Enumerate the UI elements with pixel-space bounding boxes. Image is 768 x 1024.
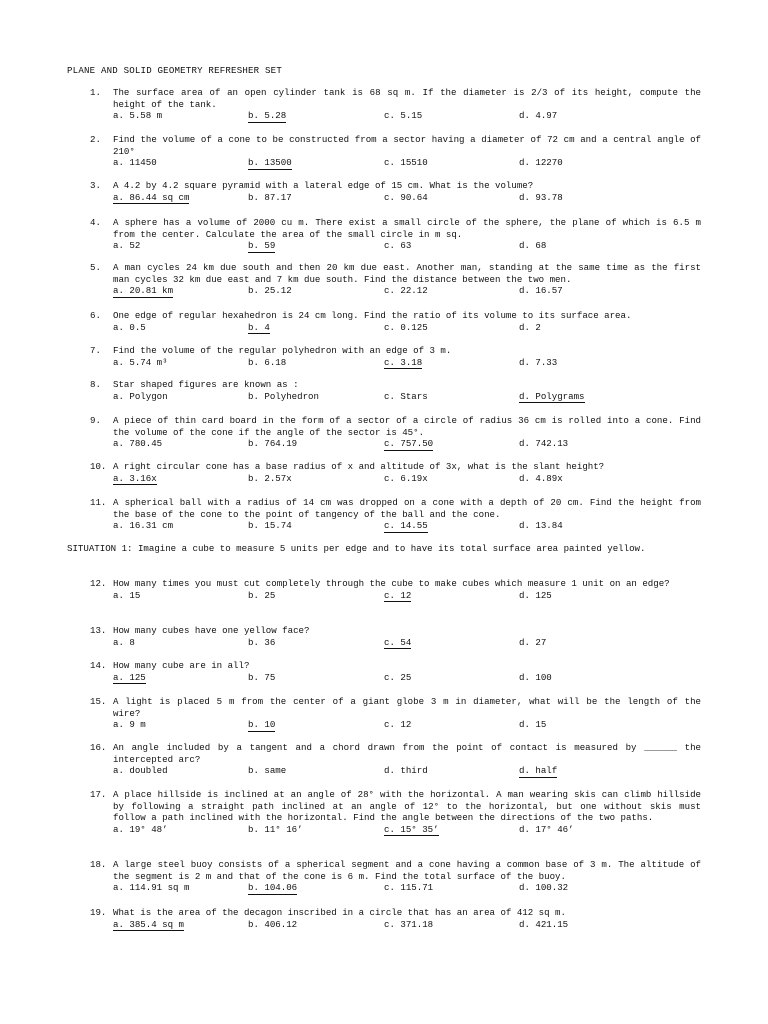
question-18: [90, 859, 701, 894]
choice: c. 371.18: [384, 918, 434, 930]
question-8: [90, 379, 701, 402]
question-3: [90, 180, 701, 203]
question-9: [90, 415, 701, 450]
question-text: A 4.2 by 4.2 square pyramid with a lateral edge of 15 cm. What is the volume?: [113, 180, 534, 191]
choice: b. 6.18: [248, 356, 287, 368]
choice: d. 742.13: [519, 438, 569, 450]
answer-choice: a. 125: [113, 671, 146, 683]
answer-choice: c. 14.55: [384, 520, 428, 532]
choice: d. 12270: [519, 157, 563, 169]
choice: a. 15: [113, 589, 141, 601]
choice: d. 421.15: [519, 918, 569, 930]
choice: d. 125: [519, 589, 552, 601]
answer-choice: d. Polygrams: [519, 390, 585, 402]
choice: a. 9 m: [113, 719, 146, 731]
answer-choice: c. 12: [384, 589, 412, 601]
choice: a. doubled: [113, 765, 168, 777]
choices-row: [113, 882, 701, 894]
choice: c. 5.15: [384, 110, 423, 122]
choice: d. 15: [519, 719, 547, 731]
choices-row: [113, 520, 701, 532]
choices-row: [113, 719, 701, 731]
choice: a. 11450: [113, 157, 157, 169]
question-text: How many cubes have one yellow face?: [113, 625, 310, 636]
question-1: [90, 87, 701, 122]
answer-choice: b. 13500: [248, 157, 292, 169]
question-number: 7.: [90, 345, 101, 356]
answer-choice: c. 757.50: [384, 438, 434, 450]
choice: d. 27: [519, 636, 547, 648]
choice: d. 2: [519, 321, 541, 333]
choice: b. same: [248, 765, 287, 777]
question-number: 12.: [90, 578, 107, 589]
answer-choice: b. 4: [248, 321, 270, 333]
question-number: 9.: [90, 415, 101, 426]
choice: c. 15510: [384, 157, 428, 169]
choices-row: [113, 672, 701, 684]
question-7: [90, 345, 701, 368]
question-number: 2.: [90, 134, 101, 145]
choice: d. 93.78: [519, 191, 563, 203]
choice: d. 16.57: [519, 285, 563, 297]
choice: c. 90.64: [384, 191, 428, 203]
choice: b. Polyhedron: [248, 390, 319, 402]
choices-row: [113, 357, 701, 369]
choices-row: [113, 765, 701, 777]
question-number: 15.: [90, 696, 107, 707]
question-14: [90, 660, 701, 683]
choice: d. 68: [519, 240, 547, 252]
choices-row: [113, 438, 701, 450]
question-number: 17.: [90, 789, 107, 800]
question-text: A large steel buoy consists of a spherical segment and a cone having a common base of 3 m. The altitude of the segment is 2 m and that of the cone is 6 m. Find the total surface of the buoy.: [113, 859, 701, 882]
answer-choice: c. 54: [384, 636, 412, 648]
choice: a. 5.74 m³: [113, 356, 168, 368]
choice: d. 100: [519, 671, 552, 683]
choice: d. 7.33: [519, 356, 558, 368]
choice: b. 764.19: [248, 438, 298, 450]
question-number: 1.: [90, 87, 101, 98]
choice: d. 4.97: [519, 110, 558, 122]
question-19: [90, 907, 701, 930]
question-text: What is the area of the decagon inscribed in a circle that has an area of 412 sq m.: [113, 907, 566, 918]
answer-choice: a. 86.44 sq cm: [113, 191, 190, 203]
question-number: 6.: [90, 310, 101, 321]
question-4: [90, 217, 701, 252]
choices-row: [113, 285, 701, 297]
question-text: A place hillside is inclined at an angle of 28° with the horizontal. A man wearing skis can climb hillside by following a straight path inclined at an angle of 12° to the horizontal, but one without skis must follow a path inclined with the horizontal. Find the angle between the directions of the two paths.: [113, 789, 701, 824]
question-number: 8.: [90, 379, 101, 390]
answer-choice: a. 385.4 sq m: [113, 918, 184, 930]
choice: a. 780.45: [113, 438, 163, 450]
choice: a. 5.58 m: [113, 110, 163, 122]
question-text: A sphere has a volume of 2000 cu m. There exist a small circle of the sphere, the plane of which is 6.5 m from the center. Calculate the area of the small circle in m sq.: [113, 217, 701, 240]
answer-choice: c. 3.18: [384, 356, 423, 368]
choices-row: [113, 391, 701, 403]
answer-choice: b. 5.28: [248, 110, 287, 122]
choice: c. 22.12: [384, 285, 428, 297]
answer-choice: a. 3.16x: [113, 472, 157, 484]
question-13: [90, 625, 701, 648]
question-text: How many times you must cut completely through the cube to make cubes which measure 1 unit on an edge?: [113, 578, 670, 589]
choices-row: [113, 637, 701, 649]
question-number: 4.: [90, 217, 101, 228]
choice: b. 25.12: [248, 285, 292, 297]
answer-choice: d. half: [519, 765, 558, 777]
choices-row: [113, 322, 701, 334]
question-number: 3.: [90, 180, 101, 191]
situation-text: SITUATION 1: Imagine a cube to measure 5 units per edge and to have its total surface area painted yellow.: [67, 543, 646, 554]
choices-row: [113, 919, 701, 931]
document-title: PLANE AND SOLID GEOMETRY REFRESHER SET: [67, 65, 282, 76]
question-text: A light is placed 5 m from the center of a giant globe 3 m in diameter, what will be the length of the wire?: [113, 696, 701, 719]
answer-choice: b. 59: [248, 240, 276, 252]
question-text: An angle included by a tangent and a chord drawn from the point of contact is measured by ______ the intercepted arc?: [113, 742, 701, 765]
question-12: [90, 578, 701, 601]
choice: a. 0.5: [113, 321, 146, 333]
choice: d. third: [384, 765, 428, 777]
choices-row: [113, 192, 701, 204]
choice: a. Polygon: [113, 390, 168, 402]
question-5: [90, 262, 701, 297]
choice: a. 16.31 cm: [113, 520, 174, 532]
choices-row: [113, 824, 701, 836]
choices-row: [113, 157, 701, 169]
choice: b. 25: [248, 589, 276, 601]
question-number: 16.: [90, 742, 107, 753]
answer-choice: a. 20.81 km: [113, 285, 174, 297]
answer-choice: b. 104.06: [248, 882, 298, 894]
question-15: [90, 696, 701, 731]
question-number: 14.: [90, 660, 107, 671]
choices-row: [113, 473, 701, 485]
choice: b. 2.57x: [248, 472, 292, 484]
choice: d. 100.32: [519, 882, 569, 894]
choices-row: [113, 240, 701, 252]
choice: a. 52: [113, 240, 141, 252]
question-number: 5.: [90, 262, 101, 273]
choice: b. 11° 16’: [248, 823, 303, 835]
answer-choice: b. 10: [248, 719, 276, 731]
question-text: The surface area of an open cylinder tank is 68 sq m. If the diameter is 2/3 of its height, compute the height of the tank.: [113, 87, 701, 110]
choice: d. 17° 46’: [519, 823, 574, 835]
choice: b. 36: [248, 636, 276, 648]
question-text: A right circular cone has a base radius of x and altitude of 3x, what is the slant height?: [113, 461, 605, 472]
choice: b. 75: [248, 671, 276, 683]
choice: c. 63: [384, 240, 412, 252]
choices-row: [113, 590, 701, 602]
question-text: A spherical ball with a radius of 14 cm was dropped on a cone with a depth of 20 cm. Find the height from the base of the cone to the point of tangency of the ball and the cone.: [113, 497, 701, 520]
question-number: 13.: [90, 625, 107, 636]
question-text: One edge of regular hexahedron is 24 cm long. Find the ratio of its volume to its surface area.: [113, 310, 632, 321]
choice: d. 4.89x: [519, 472, 563, 484]
question-text: A man cycles 24 km due south and then 20 km due east. Another man, standing at the same time as the first man cycles 32 km due east and 7 km due south. Find the distance between the two men.: [113, 262, 701, 285]
choice: c. 12: [384, 719, 412, 731]
choice: d. 13.84: [519, 520, 563, 532]
choices-row: [113, 110, 701, 122]
choice: b. 406.12: [248, 918, 298, 930]
question-number: 10.: [90, 461, 107, 472]
question-16: [90, 742, 701, 777]
choice: c. Stars: [384, 390, 428, 402]
question-17: [90, 789, 701, 835]
question-6: [90, 310, 701, 333]
question-11: [90, 497, 701, 532]
choice: a. 114.91 sq m: [113, 882, 190, 894]
question-2: [90, 134, 701, 169]
choice: b. 87.17: [248, 191, 292, 203]
question-number: 19.: [90, 907, 107, 918]
choice: c. 6.19x: [384, 472, 428, 484]
answer-choice: c. 15° 35’: [384, 823, 439, 835]
choice: a. 8: [113, 636, 135, 648]
question-text: Find the volume of the regular polyhedron with an edge of 3 m.: [113, 345, 452, 356]
choice: a. 19° 48’: [113, 823, 168, 835]
choice: c. 25: [384, 671, 412, 683]
question-text: Find the volume of a cone to be constructed from a sector having a diameter of 72 cm and a central angle of 210°: [113, 134, 701, 157]
choice: c. 115.71: [384, 882, 434, 894]
choice: c. 0.125: [384, 321, 428, 333]
question-text: How many cube are in all?: [113, 660, 250, 671]
choice: b. 15.74: [248, 520, 292, 532]
question-text: A piece of thin card board in the form of a sector of a circle of radius 36 cm is rolled into a cone. Find the volume of the cone if the angle of the sector is 45°.: [113, 415, 701, 438]
question-number: 11.: [90, 497, 107, 508]
question-text: Star shaped figures are known as :: [113, 379, 299, 390]
question-number: 18.: [90, 859, 107, 870]
question-10: [90, 461, 701, 484]
